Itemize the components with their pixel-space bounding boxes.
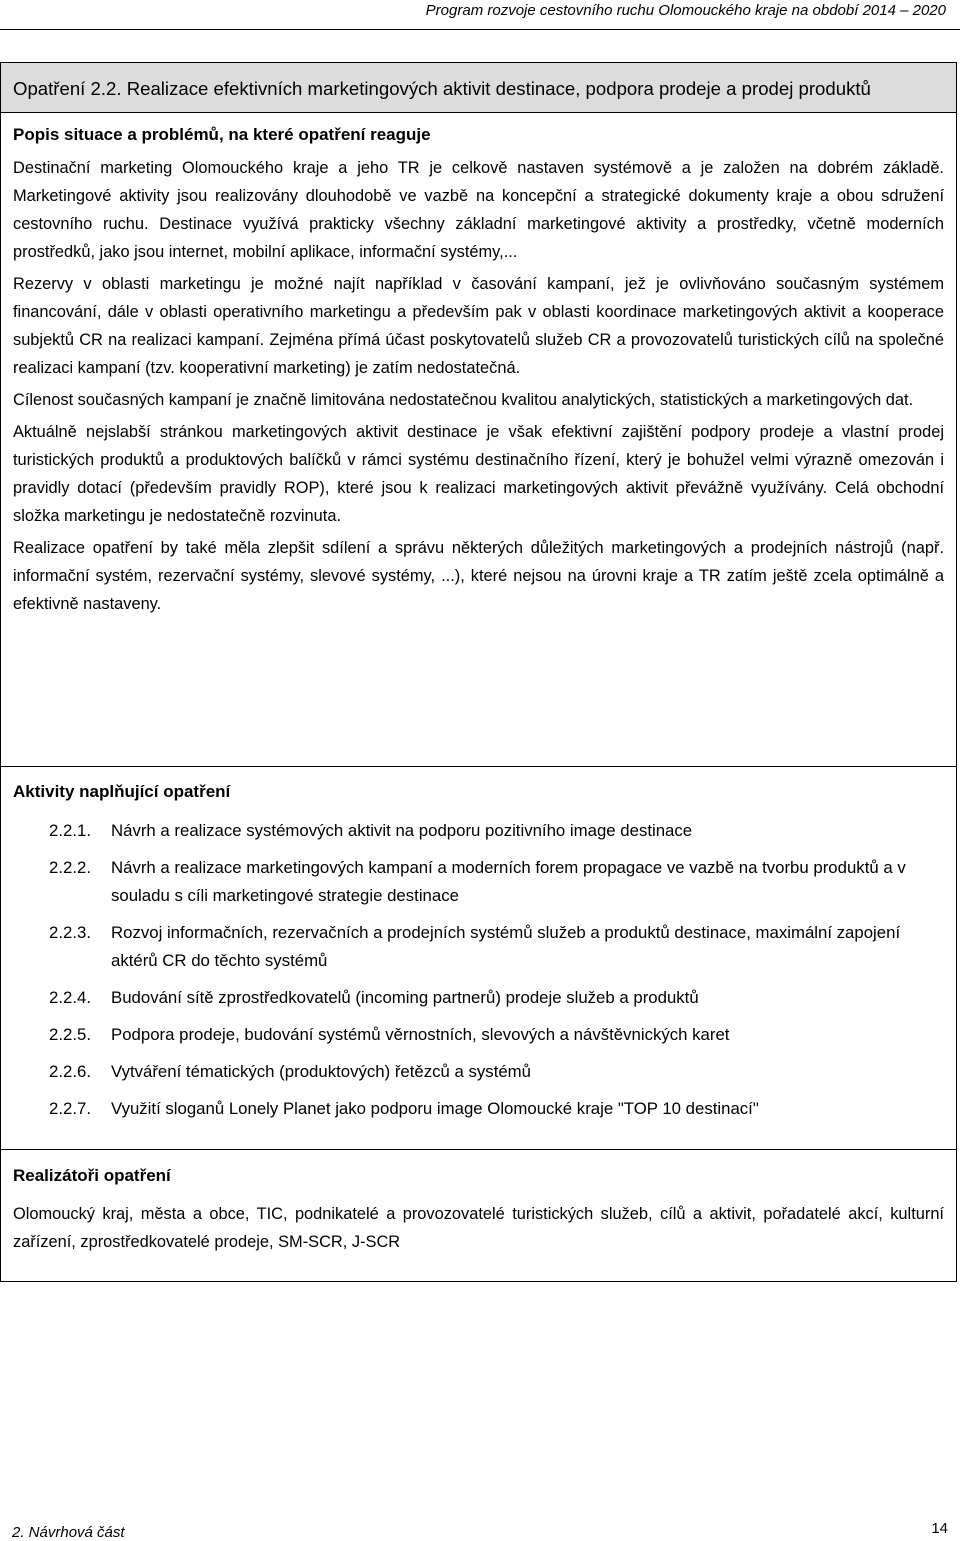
implementers-text: Olomoucký kraj, města a obce, TIC, podnikatelé a provozovatelé turistických služeb, cílů a aktivit, pořadatelé akcí, kulturní zařízení, zprostředkovatelé prodeje, SM-SCR, J-SCR — [13, 1205, 944, 1251]
activities-list — [49, 817, 944, 1123]
activity-number: 2.2.2. — [49, 858, 91, 877]
activity-item — [49, 984, 944, 1012]
activity-item — [49, 1021, 944, 1049]
activity-text: Rozvoj informačních, rezervačních a prodejních systémů služeb a produktů destinace, maximální zapojení aktérů CR do těchto systémů — [111, 923, 901, 970]
measure-box — [0, 62, 957, 767]
activity-text: Budování sítě zprostředkovatelů (incoming partnerů) prodeje služeb a produktů — [111, 988, 699, 1007]
activities-box — [0, 766, 957, 1150]
activity-number: 2.2.5. — [49, 1025, 91, 1044]
activity-number: 2.2.6. — [49, 1062, 91, 1081]
footer-section-label: 2. Návrhová část — [12, 1524, 125, 1541]
situation-paragraph: Realizace opatření by také měla zlepšit sdílení a správu některých důležitých marketingových a prodejních nástrojů (např. informační systém, rezervační systémy, slevové systémy, ...), které nejsou na úrovni kraje a TR zatím ještě zcela optimálně a efektivně nastaveny. — [13, 539, 944, 613]
situation-heading: Popis situace a problémů, na které opatření reaguje — [13, 125, 431, 144]
activity-number: 2.2.4. — [49, 988, 91, 1007]
activity-item — [49, 854, 944, 910]
activities-heading: Aktivity naplňující opatření — [13, 782, 231, 801]
activity-number: 2.2.3. — [49, 923, 91, 942]
activity-item — [49, 919, 944, 975]
situation-paragraph: Destinační marketing Olomouckého kraje a jeho TR je celkově nastaven systémově a je založen na dobrém základě. Marketingové aktivity jsou realizovány dlouhodobě ve vazbě na koncepční a strategické dokumenty kraje a obou sdružení cestovního ruchu. Destinace využívá prakticky všechny základní marketingové aktivity a prostředky, včetně moderních prostředků, jako jsou internet, mobilní aplikace, informační systémy,... — [13, 159, 944, 261]
activity-number: 2.2.1. — [49, 821, 91, 840]
situation-paragraph: Aktuálně nejslabší stránkou marketingových aktivit destinace je však efektivní zajištění podpory prodeje a vlastní prodej turistických produktů a produktových balíčků v rámci systému destinačního řízení, který je bohužel velmi výrazně omezován i pravidly dotací (především pravidly ROP), které jsou k realizaci marketingových aktivit převážně využívány. Celá obchodní složka marketingu je nedostatečně rozvinuta. — [13, 423, 944, 525]
running-header: Program rozvoje cestovního ruchu Olomouckého kraje na období 2014 – 2020 — [425, 2, 946, 19]
situation-paragraph: Rezervy v oblasti marketingu je možné najít například v časování kampaní, jež je ovlivňováno současným systémem financování, dále v oblasti operativního marketingu a především pak v oblasti koordinace marketingových aktivit a kooperace subjektů CR na realizaci kampaní. Zejména přímá účast poskytovatelů služeb CR a provozovatelů turistických cílů na společné realizaci kampaní (tzv. kooperativní marketing) je zatím nedostatečná. — [13, 275, 944, 377]
activity-text: Vytváření tématických (produktových) řetězců a systémů — [111, 1062, 531, 1081]
activity-item — [49, 817, 944, 845]
implementers-box — [0, 1149, 957, 1282]
activity-text: Podpora prodeje, budování systémů věrnostních, slevových a návštěvnických karet — [111, 1025, 730, 1044]
page-number: 14 — [931, 1520, 948, 1537]
situation-paragraph: Cílenost současných kampaní je značně limitována nedostatečnou kvalitou analytických, statistických a marketingových dat. — [13, 391, 914, 409]
implementers-heading: Realizátoři opatření — [13, 1166, 171, 1185]
measure-title: Opatření 2.2. Realizace efektivních marketingových aktivit destinace, podpora prodeje a prodej produktů — [1, 63, 956, 113]
activity-item — [49, 1095, 944, 1123]
activity-item — [49, 1058, 944, 1086]
activity-text: Využití sloganů Lonely Planet jako podporu image Olomoucké kraje "TOP 10 destinací" — [111, 1099, 759, 1118]
activity-number: 2.2.7. — [49, 1099, 91, 1118]
header-divider — [0, 29, 960, 30]
situation-section — [1, 124, 956, 618]
activity-text: Návrh a realizace marketingových kampaní a moderních forem propagace ve vazbě na tvorbu produktů a v souladu s cíli marketingové strategie destinace — [111, 858, 906, 905]
activity-text: Návrh a realizace systémových aktivit na podporu pozitivního image destinace — [111, 821, 693, 840]
